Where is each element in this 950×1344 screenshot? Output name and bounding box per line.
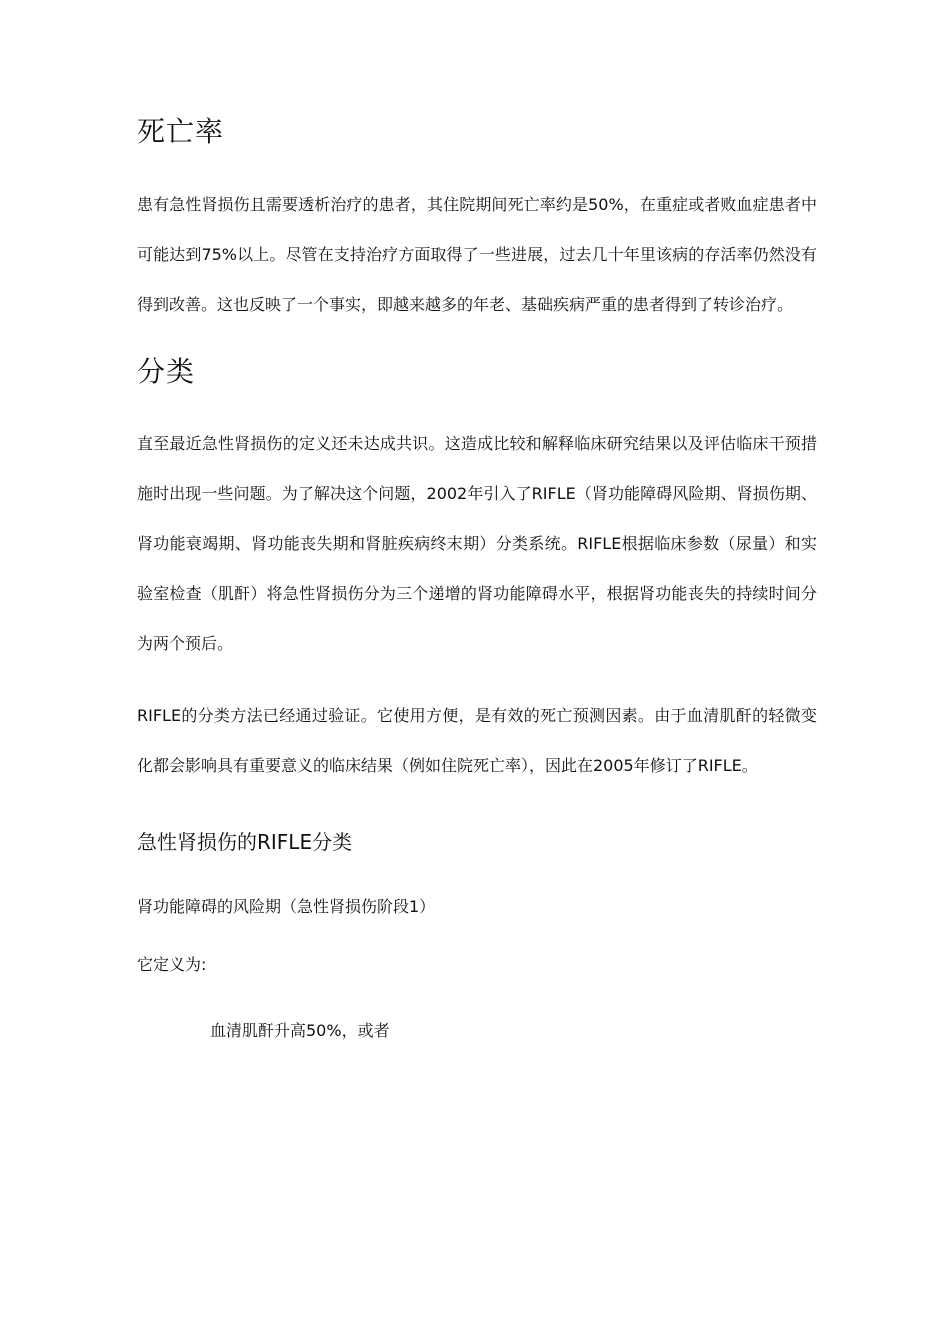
- classification-paragraph-2: RIFLE的分类方法已经通过验证。它使用方便，是有效的死亡预测因素。由于血清肌酐的轻微变化都会影响具有重要意义的临床结果（例如住院死亡率），因此在2005年修订了RIFLE。: [137, 706, 817, 775]
- document-content: [137, 112, 817, 1043]
- criteria-item: 血清肌酐升高50%，或者: [210, 1021, 390, 1040]
- subsection-title-rifle: 急性肾损伤的RIFLE分类: [137, 830, 353, 854]
- definition-label: 它定义为:: [137, 955, 207, 974]
- section-title-mortality: 死亡率: [137, 115, 225, 148]
- section-title-classification: 分类: [137, 355, 196, 388]
- classification-paragraph-1: 直至最近急性肾损伤的定义还未达成共识。这造成比较和解释临床研究结果以及评估临床干预措施时出现一些问题。为了解决这个问题，2002年引入了RIFLE（肾功能障碍风险期、肾损伤期、肾功能衰竭期、肾功能丧失期和肾脏疾病终末期）分类系统。RIFLE根据临床参数（尿量）和实验室检查（肌酐）将急性肾损伤分为三个递增的肾功能障碍水平，根据肾功能丧失的持续时间分为两个预后。: [137, 434, 817, 653]
- mortality-paragraph: 患有急性肾损伤且需要透析治疗的患者，其住院期间死亡率约是50%，在重症或者败血症患者中可能达到75%以上。尽管在支持治疗方面取得了一些进展，过去几十年里该病的存活率仍然没有得到改善。这也反映了一个事实，即越来越多的年老、基础疾病严重的患者得到了转诊治疗。: [137, 195, 817, 314]
- risk-stage-heading: 肾功能障碍的风险期（急性肾损伤阶段1）: [137, 897, 436, 916]
